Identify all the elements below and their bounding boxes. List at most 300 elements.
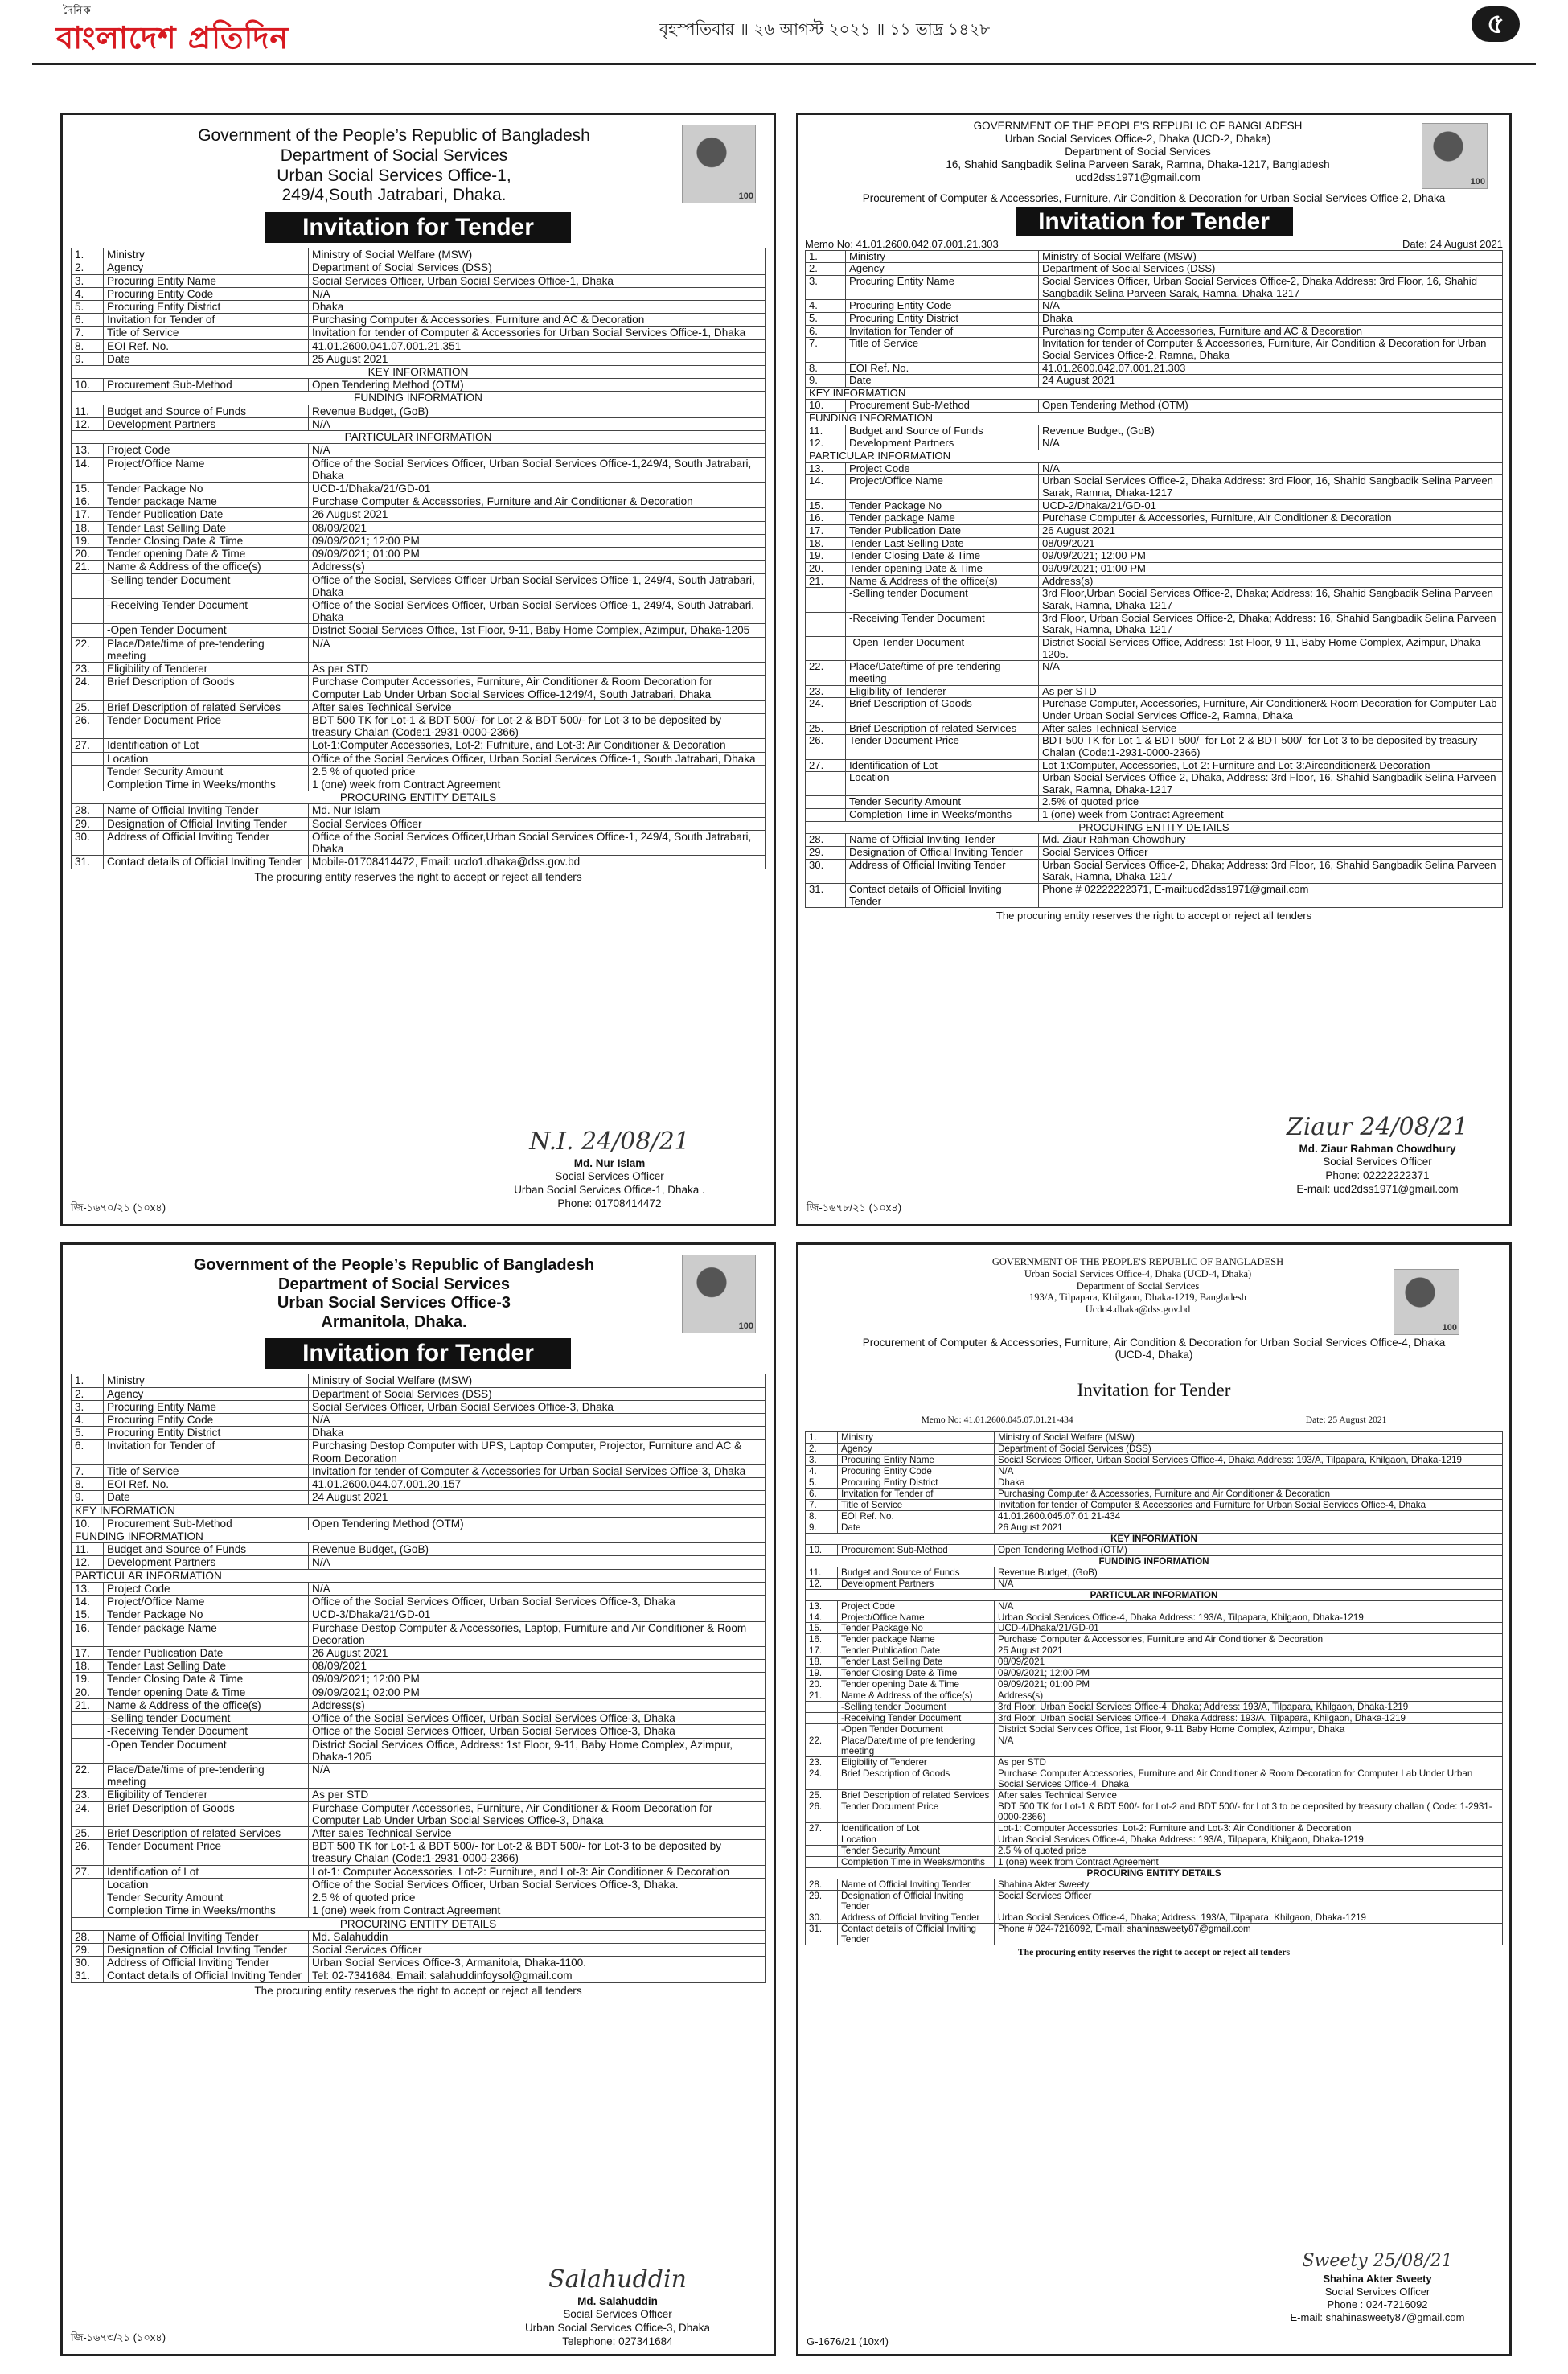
header-line: Department of Social Services <box>280 146 508 165</box>
row-label: Tender Closing Date & Time <box>104 534 309 547</box>
table-row <box>72 327 766 339</box>
row-number <box>72 1725 104 1738</box>
anniversary-badge-icon: 100 <box>1442 1323 1457 1333</box>
row-number: 1. <box>72 248 104 261</box>
signature-line: Social Services Officer <box>563 2308 672 2321</box>
row-number: 3. <box>72 274 104 287</box>
table-row <box>806 1657 1503 1668</box>
table-row <box>72 457 766 482</box>
table-row <box>806 550 1503 563</box>
signatory-name: Md. Ziaur Rahman Chowdhury <box>1299 1142 1456 1155</box>
row-value: Open Tendering Method (OTM) <box>309 379 766 392</box>
row-value: Office of the Social Services Officer, Urban Social Services Office-3, Dhaka <box>309 1596 766 1608</box>
section-heading: FUNDING INFORMATION <box>72 392 766 405</box>
row-number <box>806 772 846 796</box>
table-row <box>72 804 766 817</box>
row-label: Tender Closing Date & Time <box>846 550 1039 563</box>
row-label: Project/Office Name <box>104 1596 309 1608</box>
row-value: 26 August 2021 <box>1039 525 1503 538</box>
row-number: 4. <box>72 287 104 300</box>
row-number: 23. <box>72 1789 104 1801</box>
signature-block <box>1249 2250 1506 2325</box>
row-number: 29. <box>72 817 104 830</box>
logo-superscript: দৈনিক <box>63 5 92 17</box>
header-line: ucd2dss1971@gmail.com <box>1075 170 1201 183</box>
table-row <box>806 1823 1503 1834</box>
row-label: Tender Security Amount <box>104 765 309 778</box>
table-row <box>72 713 766 738</box>
row-value: After sales Technical Service <box>995 1790 1503 1801</box>
row-label: Tender Document Price <box>104 713 309 738</box>
row-number: 21. <box>72 561 104 573</box>
table-row <box>806 636 1503 660</box>
table-row <box>806 499 1503 512</box>
row-number: 15. <box>806 1623 838 1634</box>
row-number: 14. <box>72 457 104 482</box>
table-row <box>806 772 1503 796</box>
section-heading: PARTICULAR INFORMATION <box>72 1569 766 1582</box>
row-number: 8. <box>72 1478 104 1491</box>
row-number <box>806 636 846 660</box>
row-value: Social Services Officer, Urban Social Services Office-4, Dhaka Address: 193/A, Tilpapara, Khilgaon, Dhaka-1219 <box>995 1454 1503 1465</box>
newspaper-logo[interactable] <box>56 5 289 66</box>
table-row <box>806 1465 1503 1477</box>
section-heading: KEY INFORMATION <box>806 387 1503 400</box>
table-row <box>72 1698 766 1711</box>
row-value: N/A <box>309 1763 766 1788</box>
row-value: Purchase Computer & Accessories, Furniture, Air Conditioner & Decoration <box>1039 512 1503 525</box>
row-number: 4. <box>72 1414 104 1427</box>
signature-line: E-mail: shahinasweety87@gmail.com <box>1290 2311 1465 2324</box>
row-value: Purchasing Computer & Accessories, Furniture and AC & Decoration <box>1039 325 1503 338</box>
row-label: Project Code <box>104 444 309 457</box>
row-number: 30. <box>806 859 846 883</box>
row-label: Designation of Official Inviting Tender <box>104 1944 309 1957</box>
row-value: 09/09/2021; 12:00 PM <box>1039 550 1503 563</box>
table-row <box>806 1522 1503 1533</box>
row-value: 08/09/2021 <box>309 521 766 534</box>
row-label: Development Partners <box>838 1578 995 1589</box>
row-value: Urban Social Services Office-4, Dhaka Address: 193/A, Tilpapara, Khilgaon, Dhaka-1219 <box>995 1612 1503 1623</box>
table-row <box>806 1488 1503 1499</box>
row-number: 21. <box>806 1690 838 1702</box>
row-number: 13. <box>72 444 104 457</box>
row-number: 6. <box>806 1488 838 1499</box>
signature-block <box>481 2265 754 2349</box>
handwritten-signature: Salahuddin <box>548 2265 687 2294</box>
header-line: Department of Social Services <box>278 1275 510 1293</box>
row-label: Tender Security Amount <box>838 1846 995 1857</box>
invitation-banner: Invitation for Tender <box>1016 207 1293 236</box>
table-row <box>806 1634 1503 1645</box>
row-number: 3. <box>806 1454 838 1465</box>
row-value: Dhaka <box>309 300 766 313</box>
row-label: Tender package Name <box>104 1621 309 1646</box>
row-label: EOI Ref. No. <box>104 1478 309 1491</box>
row-number: 28. <box>806 834 846 847</box>
row-value: 09/09/2021; 01:00 PM <box>1039 563 1503 576</box>
row-number <box>806 1724 838 1735</box>
page-number: ৫ <box>1472 6 1520 42</box>
row-value: Revenue Budget, (GoB) <box>1039 425 1503 437</box>
table-row <box>806 1713 1503 1724</box>
section-heading: PROCURING ENTITY DETAILS <box>806 1868 1503 1879</box>
table-row <box>72 573 766 598</box>
row-value: 1 (one) week from Contract Agreement <box>309 778 766 791</box>
table-row <box>806 1510 1503 1522</box>
header-line: Armanitola, Dhaka. <box>321 1312 467 1331</box>
row-label: Project/Office Name <box>104 457 309 482</box>
row-label: Brief Description of Goods <box>104 1801 309 1826</box>
table-row <box>806 525 1503 538</box>
row-number: 13. <box>806 462 846 475</box>
row-label: Tender opening Date & Time <box>846 563 1039 576</box>
row-value: 1 (one) week from Contract Agreement <box>1039 809 1503 822</box>
invitation-banner: Invitation for Tender <box>265 1338 571 1369</box>
table-row <box>72 1374 766 1387</box>
portrait-emblem <box>682 125 756 203</box>
row-number: 15. <box>72 483 104 495</box>
row-value: N/A <box>309 1414 766 1427</box>
signature-line: Phone : 024-7216092 <box>1327 2298 1428 2310</box>
table-row <box>806 1567 1503 1578</box>
row-label: Procurement Sub-Method <box>104 1517 309 1530</box>
row-value: N/A <box>1039 661 1503 685</box>
table-row <box>806 263 1503 276</box>
row-number: 15. <box>72 1608 104 1621</box>
row-value: Purchasing Computer & Accessories, Furniture and AC & Decoration <box>309 314 766 327</box>
row-label: Tender package Name <box>104 495 309 508</box>
table-row <box>806 1477 1503 1488</box>
header-line: 249/4,South Jatrabari, Dhaka. <box>281 186 507 205</box>
header-line: Urban Social Services Office-4, Dhaka (UCD-4, Dhaka) <box>1024 1267 1252 1279</box>
section-heading: FUNDING INFORMATION <box>72 1530 766 1543</box>
row-value: Ministry of Social Welfare (MSW) <box>309 1374 766 1387</box>
row-label: Tender opening Date & Time <box>104 1686 309 1698</box>
row-value: Open Tendering Method (OTM) <box>309 1517 766 1530</box>
row-label: EOI Ref. No. <box>104 339 309 352</box>
row-number: 27. <box>72 1865 104 1878</box>
row-label: Name of Official Inviting Tender <box>846 834 1039 847</box>
table-row <box>72 261 766 274</box>
row-value: 3rd Floor,Urban Social Services Office-2, Dhaka; Address: 16, Shahid Sangbadik Selina Parveen Sarak, Ramna, Dhaka-1217 <box>1039 588 1503 612</box>
row-value: N/A <box>309 287 766 300</box>
section-heading: KEY INFORMATION <box>806 1533 1503 1544</box>
row-value: After sales Technical Service <box>309 700 766 713</box>
tender-notice-office-2 <box>796 113 1512 1226</box>
table-row <box>806 512 1503 525</box>
row-number: 9. <box>72 352 104 365</box>
row-number: 30. <box>72 830 104 855</box>
table-row <box>806 1834 1503 1846</box>
table-row <box>72 405 766 417</box>
row-number: 5. <box>72 300 104 313</box>
row-number: 5. <box>806 1477 838 1488</box>
table-row <box>72 1957 766 1969</box>
row-label: Contact details of Official Inviting Tender <box>846 884 1039 908</box>
table-row <box>806 413 1503 425</box>
table-row <box>72 1878 766 1891</box>
row-label: Eligibility of Tenderer <box>846 685 1039 698</box>
row-number: 27. <box>806 759 846 772</box>
table-row <box>72 1569 766 1582</box>
row-label: Tender Closing Date & Time <box>104 1673 309 1686</box>
row-label: Brief Description of Goods <box>846 698 1039 722</box>
anniversary-badge-icon: 100 <box>738 191 753 201</box>
table-row <box>72 508 766 521</box>
row-number: 26. <box>806 735 846 759</box>
row-number: 26. <box>72 713 104 738</box>
table-row <box>806 250 1503 263</box>
table-row <box>806 450 1503 463</box>
table-row <box>72 1917 766 1930</box>
row-value: Office of the Social Services Officer, Urban Social Services Office-1, South Jatrabari, Dhaka <box>309 752 766 765</box>
tender-notice-office-4 <box>796 1242 1512 2356</box>
row-label: Place/Date/time of pre-tendering meeting <box>104 1763 309 1788</box>
row-value: Purchase Computer Accessories, Furniture, Air Conditioner & Room Decoration for Computer Lab Under Urban Social Services Office-1249/4, South Jatrabari, Dhaka <box>309 676 766 700</box>
row-label: -Selling tender Document <box>838 1702 995 1713</box>
row-number: 12. <box>806 1578 838 1589</box>
row-value: Purchase Computer, Accessories, Furniture, Air Conditioner& Room Decoration for Computer Lab Under Urban Social Services Office-2, Ramna, Dhaka <box>1039 698 1503 722</box>
row-number: 16. <box>72 495 104 508</box>
row-number: 24. <box>72 676 104 700</box>
row-number <box>72 765 104 778</box>
row-value: Invitation for tender of Computer & Accessories and Furniture for Urban Social Services Office-4, Dhaka <box>995 1499 1503 1510</box>
reserve-statement: The procuring entity reserves the right to accept or reject all tenders <box>995 910 1312 922</box>
row-number: 24. <box>806 698 846 722</box>
row-label: Brief Description of Goods <box>104 676 309 700</box>
row-label: Tender package Name <box>846 512 1039 525</box>
row-value: Ministry of Social Welfare (MSW) <box>1039 250 1503 263</box>
row-value: Urban Social Services Office-2, Dhaka Address: 3rd Floor, 16, Shahid Sangbadik Selina Parveen Sarak, Ramna, Dhaka-1217 <box>1039 475 1503 499</box>
row-value: Office of the Social Services Officer, Urban Social Services Office-3, Dhaka <box>309 1712 766 1725</box>
row-label: Title of Service <box>838 1499 995 1510</box>
row-value: Social Services Officer, Urban Social Services Office-2, Dhaka Address: 3rd Floor, 16, Shahid Sangbadik Selina Parveen Sarak, Ramna, Dhaka-1217 <box>1039 275 1503 299</box>
row-number: 20. <box>72 548 104 561</box>
row-number <box>806 612 846 636</box>
row-value: Office of the Social Services Officer,Urban Social Services Office-1, 249/4, South Jatrabari, Dhaka <box>309 830 766 855</box>
row-value: Invitation for tender of Computer & Accessories, Furniture, Air Condition & Decoration for Urban Social Services Office-2, Ramna, Dhaka <box>1039 338 1503 362</box>
row-value: Office of the Social Services Officer, Urban Social Services Office-3, Dhaka <box>309 1725 766 1738</box>
row-label: Development Partners <box>846 437 1039 450</box>
table-row <box>806 325 1503 338</box>
table-row <box>806 563 1503 576</box>
row-number: 28. <box>806 1879 838 1891</box>
row-number: 30. <box>806 1912 838 1924</box>
row-label: Procuring Entity Code <box>104 287 309 300</box>
row-number: 3. <box>72 1400 104 1413</box>
table-row <box>806 1668 1503 1679</box>
row-number: 13. <box>72 1582 104 1595</box>
table-row <box>72 739 766 752</box>
tender-notice-office-3 <box>60 1242 776 2356</box>
row-label: Ministry <box>846 250 1039 263</box>
row-label: Tender package Name <box>838 1634 995 1645</box>
row-value: Lot-1: Computer Accessories, Lot-2: Furniture and Lot-3: Air Conditioner & Decoration <box>995 1823 1503 1834</box>
row-value: 3rd Floor, Urban Social Services Office-4, Dhaka Address: 193/A, Tilpapara, Khilgaon, Dhaka-1219 <box>995 1713 1503 1724</box>
table-row <box>72 561 766 573</box>
table-row <box>806 1857 1503 1868</box>
header-line: Urban Social Services Office-3 <box>277 1294 511 1312</box>
row-label: Name of Official Inviting Tender <box>104 804 309 817</box>
section-heading: PARTICULAR INFORMATION <box>806 1589 1503 1600</box>
row-value: BDT 500 TK for Lot-1 & BDT 500/- for Lot-2 & BDT 500/- for Lot-3 to be deposited by treasury Chalan (Code:1-2931-0000-2366) <box>1039 735 1503 759</box>
row-number: 9. <box>806 1522 838 1533</box>
row-number <box>72 1891 104 1904</box>
row-value: 1 (one) week from Contract Agreement <box>995 1857 1503 1868</box>
table-row <box>806 1735 1503 1757</box>
row-number: 22. <box>72 1763 104 1788</box>
table-row <box>806 834 1503 847</box>
table-row <box>72 1904 766 1917</box>
row-number: 20. <box>806 563 846 576</box>
row-value: 41.01.2600.044.07.001.20.157 <box>309 1478 766 1491</box>
row-number: 10. <box>806 1544 838 1555</box>
logo-text: বাংলাদেশ প্রতিদিন <box>56 20 289 55</box>
table-row <box>806 375 1503 388</box>
table-row <box>72 1596 766 1608</box>
row-label: Brief Description of related Services <box>104 700 309 713</box>
row-label: Procuring Entity District <box>104 1427 309 1440</box>
row-label: Procuring Entity Name <box>846 275 1039 299</box>
row-value: Social Services Officer <box>995 1891 1503 1912</box>
row-label: Tender Publication Date <box>846 525 1039 538</box>
signature-line: Social Services Officer <box>555 1170 664 1183</box>
row-label: Name & Address of the office(s) <box>104 561 309 573</box>
row-value: Ministry of Social Welfare (MSW) <box>995 1431 1503 1443</box>
table-row <box>806 1924 1503 1945</box>
row-value: BDT 500 TK for Lot-1 & BDT 500/- for Lot-2 & BDT 500/- for Lot-3 to be deposited by treasury Chalan (Code:1-2931-0000-2366) <box>309 1840 766 1865</box>
row-label: -Receiving Tender Document <box>838 1713 995 1724</box>
row-number: 22. <box>72 637 104 662</box>
row-number: 2. <box>806 1443 838 1454</box>
table-row <box>806 698 1503 722</box>
row-number: 1. <box>806 1431 838 1443</box>
row-number: 11. <box>72 1543 104 1556</box>
table-row <box>72 1440 766 1464</box>
row-label: -Receiving Tender Document <box>104 1725 309 1738</box>
row-number <box>72 598 104 623</box>
tender-notice-office-1 <box>60 113 776 1226</box>
memo-number: Memo No: 41.01.2600.042.07.001.21.303 <box>805 237 999 250</box>
row-value: Address(s) <box>995 1690 1503 1702</box>
row-value: Purchase Computer Accessories, Furniture and Air Conditioner & Room Decoration for Computer Lab Under Urban Social Services Office-4, Dhaka <box>995 1768 1503 1790</box>
row-number: 2. <box>72 1387 104 1400</box>
table-row <box>72 521 766 534</box>
table-row <box>72 791 766 804</box>
table-row <box>806 275 1503 299</box>
row-number: 15. <box>806 499 846 512</box>
row-value: Purchasing Destop Computer with UPS, Laptop Computer, Projector, Furniture and AC & Room Decoration <box>309 1440 766 1464</box>
row-value: Department of Social Services (DSS) <box>309 261 766 274</box>
row-number <box>806 1702 838 1713</box>
table-row <box>72 1827 766 1840</box>
row-value: Address(s) <box>309 1698 766 1711</box>
table-row <box>72 1504 766 1517</box>
row-label: Date <box>838 1522 995 1533</box>
section-heading: KEY INFORMATION <box>72 366 766 379</box>
row-number <box>72 624 104 637</box>
row-label: Designation of Official Inviting Tender <box>846 847 1039 860</box>
row-label: Tender Package No <box>104 483 309 495</box>
row-value: 26 August 2021 <box>309 1646 766 1659</box>
signature-line: Urban Social Services Office-3, Dhaka <box>524 2322 711 2335</box>
table-row <box>806 1623 1503 1634</box>
handwritten-signature: N.I. 24/08/21 <box>529 1127 690 1156</box>
row-value: 25 August 2021 <box>309 352 766 365</box>
row-number: 30. <box>72 1957 104 1969</box>
row-label: Project/Office Name <box>846 475 1039 499</box>
table-row <box>72 379 766 392</box>
row-number: 23. <box>806 1757 838 1768</box>
row-value: Md. Nur Islam <box>309 804 766 817</box>
row-label: Project/Office Name <box>838 1612 995 1623</box>
row-number: 9. <box>72 1491 104 1504</box>
table-row <box>806 362 1503 375</box>
row-label: Procuring Entity Code <box>104 1414 309 1427</box>
row-number: 5. <box>806 312 846 325</box>
row-value: 3rd Floor, Urban Social Services Office-4, Dhaka; Address: 193/A, Tilpapara, Khilgaon, Dhaka-1219 <box>995 1702 1503 1713</box>
table-row <box>806 1578 1503 1589</box>
table-row <box>72 1621 766 1646</box>
table-row <box>72 1725 766 1738</box>
table-row <box>72 700 766 713</box>
signature-line: E-mail: ucd2dss1971@gmail.com <box>1296 1183 1459 1196</box>
procurement-line: Procurement of Computer & Accessories, Furniture, Air Condition & Decoration for Urban Social Services Office-2, Dhaka <box>862 191 1446 204</box>
row-value: N/A <box>1039 437 1503 450</box>
row-number: 11. <box>806 425 846 437</box>
table-row <box>72 856 766 869</box>
row-label: Tender Package No <box>846 499 1039 512</box>
table-row <box>806 884 1503 908</box>
row-label: Invitation for Tender of <box>846 325 1039 338</box>
row-label: -Selling tender Document <box>846 588 1039 612</box>
table-row <box>806 1868 1503 1879</box>
row-value: As per STD <box>1039 685 1503 698</box>
row-label: Title of Service <box>846 338 1039 362</box>
row-label: Identification of Lot <box>104 739 309 752</box>
row-value: 26 August 2021 <box>995 1522 1503 1533</box>
row-value: 09/09/2021; 12:00 PM <box>995 1668 1503 1679</box>
header-line: Urban Social Services Office-1, <box>277 166 511 185</box>
signatory-name: Shahina Akter Sweety <box>1323 2272 1432 2285</box>
row-label: -Open Tender Document <box>104 624 309 637</box>
row-number: 9. <box>806 375 846 388</box>
row-label: Budget and Source of Funds <box>104 1543 309 1556</box>
row-label: Tender Document Price <box>846 735 1039 759</box>
memo-number: Memo No: 41.01.2600.045.07.01.21-434 <box>921 1415 1073 1425</box>
row-number: 24. <box>806 1768 838 1790</box>
row-label: -Selling tender Document <box>104 1712 309 1725</box>
row-label: Eligibility of Tenderer <box>838 1757 995 1768</box>
row-label: Completion Time in Weeks/months <box>104 1904 309 1917</box>
row-number: 31. <box>72 1969 104 1982</box>
row-value: 08/09/2021 <box>309 1660 766 1673</box>
row-value: N/A <box>309 1556 766 1569</box>
row-value: Department of Social Services (DSS) <box>1039 263 1503 276</box>
table-row <box>72 830 766 855</box>
row-number: 1. <box>72 1374 104 1387</box>
row-value: UCD-2/Dhaka/21/GD-01 <box>1039 499 1503 512</box>
table-row <box>806 1589 1503 1600</box>
row-number: 26. <box>806 1801 838 1823</box>
row-label: Place/Date/time of pre-tendering meeting <box>104 637 309 662</box>
table-row <box>806 1431 1503 1443</box>
row-label: Tender Closing Date & Time <box>838 1668 995 1679</box>
dateline: বৃহস্পতিবার ॥ ২৬ আগস্ট ২০২১ ॥ ১১ ভাদ্র ১৪২৮ <box>659 19 991 39</box>
row-value: 2.5% of quoted price <box>1039 796 1503 809</box>
row-label: Location <box>838 1834 995 1846</box>
